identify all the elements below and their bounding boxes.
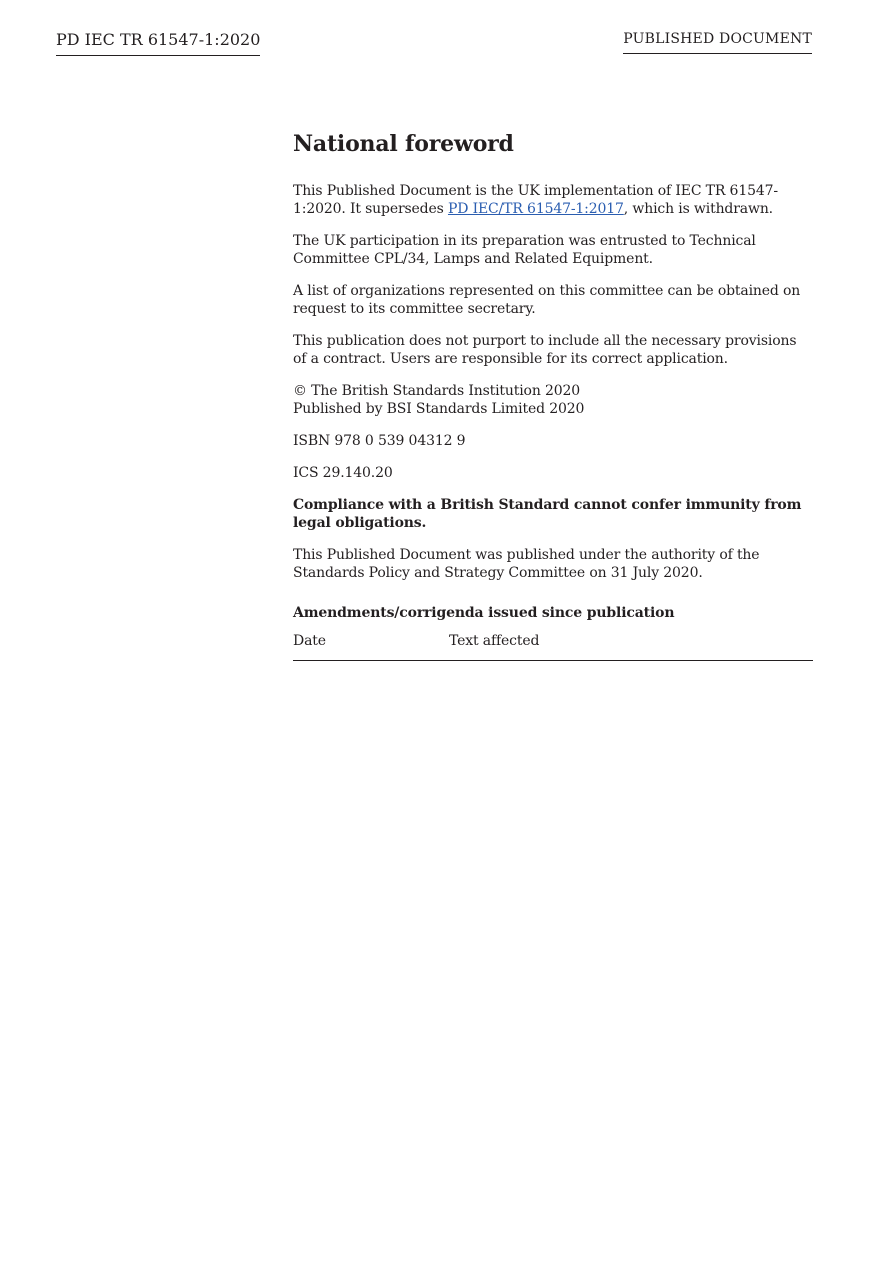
publisher-line: Published by BSI Standards Limited 2020: [293, 401, 585, 417]
amendments-title: Amendments/corrigenda issued since publication: [293, 605, 675, 621]
implementation-text: This Published Document is the UK implementation of IEC TR 61547-1:2020. It supersedes: [293, 183, 778, 217]
document-id-header: PD IEC TR 61547-1:2020: [56, 30, 260, 56]
compliance-notice: Compliance with a British Standard cannot confer immunity from legal obligations.: [293, 497, 802, 531]
amendments-text-header: Text affected: [449, 633, 540, 649]
page-title: National foreword: [293, 131, 514, 157]
implementation-text-end: , which is withdrawn.: [623, 201, 773, 217]
copyright-line: © The British Standards Institution 2020: [293, 383, 581, 399]
document-type-header: PUBLISHED DOCUMENT: [623, 30, 812, 54]
foreword-section: [293, 130, 813, 661]
amendments-date-header: Date: [293, 633, 326, 649]
participation-paragraph: The UK participation in its preparation was entrusted to Technical Committee CPL/34, Lamps and Related Equipment.: [293, 233, 756, 267]
copyright-paragraph: [293, 382, 813, 418]
amendments-table: [293, 632, 813, 661]
authority-paragraph: This Published Document was published under the authority of the Standards Policy and Strategy Committee on 31 July 2020.: [293, 547, 760, 581]
provisions-paragraph: This publication does not purport to include all the necessary provisions of a contract. Users are responsible for its correct application.: [293, 333, 797, 367]
ics-line: ICS 29.140.20: [293, 465, 393, 481]
implementation-paragraph: [293, 182, 813, 218]
superseded-document-link[interactable]: PD IEC/TR 61547-1:2017: [447, 201, 624, 217]
organizations-paragraph: A list of organizations represented on this committee can be obtained on request to its committee secretary.: [293, 283, 801, 317]
isbn-line: ISBN 978 0 539 04312 9: [293, 433, 466, 449]
